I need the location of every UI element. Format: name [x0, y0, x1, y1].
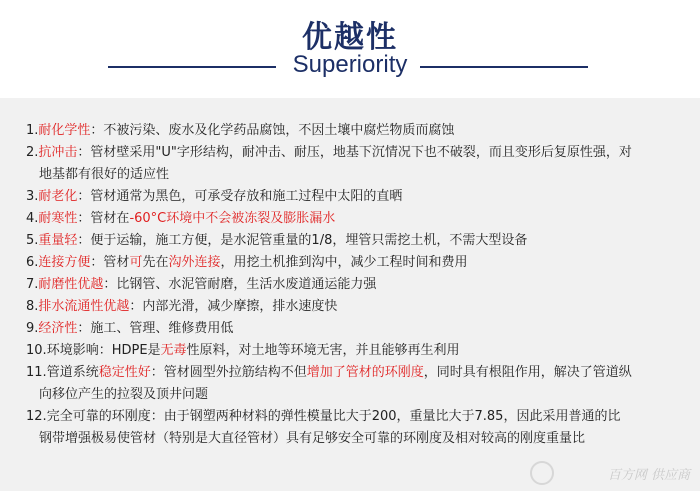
- item-number: 8.: [26, 299, 39, 314]
- header: [0, 0, 700, 98]
- list-item: [26, 274, 686, 296]
- item-key: 抗冲击: [38, 145, 78, 160]
- item-text: ：管材圆型外拉筋结构不但: [150, 365, 307, 380]
- list-item: [26, 208, 686, 230]
- list-item: [26, 120, 686, 142]
- page-subtitle: Superiority: [292, 51, 408, 78]
- item-text: ，同时具有根阻作用，解决了管道纵: [423, 365, 632, 380]
- item-key: 耐老化: [38, 189, 78, 204]
- item-number: 10.: [26, 343, 47, 358]
- item-text: 管道系统: [46, 365, 99, 380]
- item-continuation: 向移位产生的拉裂及顶井问题: [39, 387, 209, 402]
- item-key: 耐化学性: [38, 123, 91, 138]
- item-number: 3.: [26, 189, 39, 204]
- item-text: ：内部光滑，减少摩擦，排水速度快: [129, 299, 338, 314]
- item-text: ：管材通常为黑色，可承受存放和施工过程中太阳的直晒: [77, 189, 403, 204]
- item-text: 性原料，对土地等环境无害，并且能够再生利用: [186, 343, 460, 358]
- item-text: ：不被污染、废水及化学药品腐蚀，不因土壤中腐烂物质而腐蚀: [90, 123, 455, 138]
- item-continuation: 地基都有很好的适应性: [39, 167, 170, 182]
- item-key: 经济性: [38, 321, 78, 336]
- list-item: [26, 406, 686, 450]
- item-key: 排水流通性优越: [38, 299, 130, 314]
- watermark: 百方网 供应商: [607, 468, 690, 483]
- item-text: ：管材壁采用"U"字形结构，耐冲击、耐压，地基下沉情况下也不破裂，而且变形后复原性强，对: [77, 145, 632, 160]
- item-text: ，用挖土机推到沟中，减少工程时间和费用: [220, 255, 468, 270]
- list-item: [26, 340, 686, 362]
- item-number: 6.: [26, 255, 39, 270]
- item-number: 9.: [26, 321, 39, 336]
- item-number: 12.: [26, 409, 47, 424]
- item-text: ：管材在: [77, 211, 130, 226]
- item-number: 5.: [26, 233, 39, 248]
- item-key: 耐寒性: [38, 211, 78, 226]
- item-number: 2.: [26, 145, 39, 160]
- item-text: ：便于运输，施工方便，是水泥管重量的1/8，埋管只需挖土机，不需大型设备: [77, 233, 528, 248]
- list-item: [26, 296, 686, 318]
- item-number: 7.: [26, 277, 39, 292]
- item-highlight: 无毒: [160, 343, 187, 358]
- title-rule-right: [420, 66, 588, 68]
- content-panel: [0, 98, 700, 491]
- feature-list: [26, 120, 686, 450]
- item-key: 稳定性好: [98, 365, 151, 380]
- item-text: ：施工、管理、维修费用低: [77, 321, 234, 336]
- item-key: 耐磨性优越: [38, 277, 104, 292]
- list-item: [26, 362, 686, 406]
- item-text: 完全可靠的环刚度：由于钢塑两种材料的弹性模量比大于200，重量比大于7.85，因此采用普通的比: [46, 409, 621, 424]
- item-number: 4.: [26, 211, 39, 226]
- item-highlight: -60°C环境中不会被冻裂及膨胀漏水: [129, 211, 336, 226]
- item-highlight: 增加了管材的环刚度: [306, 365, 424, 380]
- item-key: 连接方便: [38, 255, 91, 270]
- page-title: 优越性: [302, 20, 398, 55]
- item-text: ：管材: [90, 255, 130, 270]
- item-continuation: 钢带增强极易使管材（特别是大直径管材）具有足够安全可靠的环刚度及相对较高的刚度重量比: [39, 431, 586, 446]
- list-item: [26, 142, 686, 186]
- item-text: 环境影响：HDPE是: [46, 343, 161, 358]
- list-item: [26, 230, 686, 252]
- list-item: [26, 318, 686, 340]
- item-text: ：比钢管、水泥管耐磨，生活水废道通运能力强: [103, 277, 377, 292]
- item-number: 11.: [26, 365, 47, 380]
- item-number: 1.: [26, 123, 39, 138]
- item-text: 先在: [142, 255, 169, 270]
- list-item: [26, 186, 686, 208]
- list-item: [26, 252, 686, 274]
- item-highlight: 可: [129, 255, 143, 270]
- watermark-logo-icon: [530, 461, 554, 485]
- item-key: 重量轻: [38, 233, 78, 248]
- item-highlight: 沟外连接: [168, 255, 221, 270]
